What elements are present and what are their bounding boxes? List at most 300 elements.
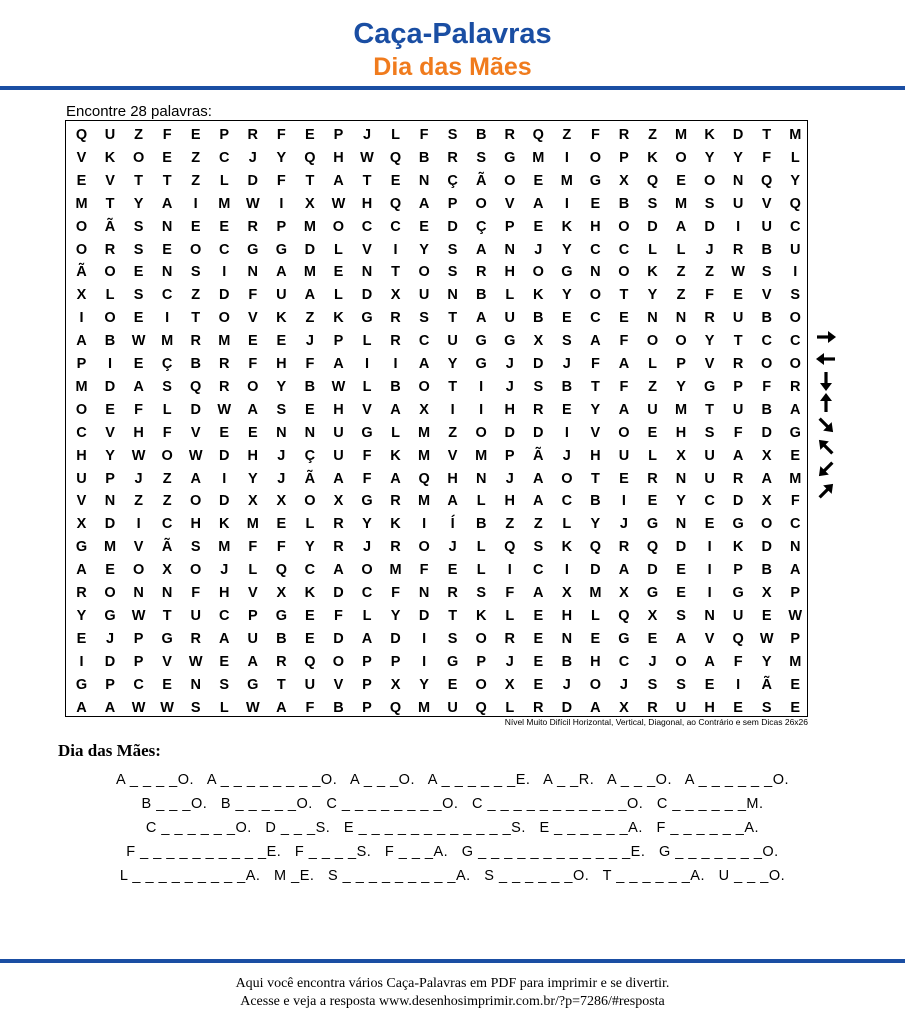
grid-letter: E [105,401,115,418]
grid-letter: P [333,333,344,350]
grid-letter: P [390,653,401,670]
grid-letter: I [564,424,569,441]
grid-letter: N [161,264,173,281]
grid-letter: N [790,539,801,556]
grid-letter: C [161,516,173,533]
grid-letter: F [276,539,286,556]
grid-letter: F [419,127,429,143]
grid-letter: C [161,287,173,304]
grid-letter: O [161,447,173,464]
grid-letter: H [333,149,344,166]
grid-letter: K [304,585,316,601]
grid-letter: M [246,516,259,533]
grid-letter: R [475,264,487,281]
grid-letter: Z [705,264,715,281]
grid-letter: B [390,378,401,395]
grid-letter: E [247,424,258,441]
grid-letter: R [76,585,87,601]
grid-letter: U [790,241,801,258]
grid-letter: Y [676,378,686,395]
grid-letter: O [589,287,602,304]
grid-letter: A [618,562,630,579]
grid-letter: F [276,127,286,143]
grid-letter: O [190,241,202,258]
grid-letter: V [761,195,772,212]
grid-letter: S [447,264,458,281]
grid-letter: X [247,493,258,510]
grid-letter: F [762,149,772,166]
grid-letter: S [419,310,429,327]
grid-letter: F [191,585,201,601]
grid-letter: E [276,333,287,350]
grid-letter: O [589,149,602,166]
grid-letter: O [132,562,145,579]
grid-letter: X [761,585,772,601]
grid-letter: H [590,447,601,464]
grid-letter: W [360,149,374,166]
grid-letter: V [362,241,372,258]
grid-letter: S [133,218,144,235]
grid-letter: M [560,172,573,189]
grid-letter: S [447,630,458,647]
grid-letter: F [248,356,258,372]
grid-letter: O [561,470,573,487]
grid-letter: E [305,127,315,143]
grid-letter: J [134,470,143,487]
grid-letter: E [733,287,743,304]
grid-letter: I [393,241,398,258]
grid-letter: B [618,195,630,212]
grid-letter: X [647,607,658,624]
grid-letter: G [618,630,630,647]
grid-letter: Q [504,539,516,556]
grid-letter: E [790,447,801,464]
grid-letter: V [162,653,172,670]
grid-letter: S [761,699,772,716]
grid-letter: U [276,287,287,304]
grid-letter: C [219,607,230,624]
grid-letter: T [191,310,201,327]
grid-letter: K [647,149,658,166]
grid-letter: U [304,676,316,693]
grid-letter: L [162,401,172,418]
grid-letter: U [647,401,658,418]
grid-letter: E [76,630,87,647]
grid-letter: E [590,195,601,212]
grid-letter: H [190,516,201,533]
grid-letter: C [361,218,373,235]
grid-letter: M [418,699,431,716]
grid-letter: V [590,424,601,441]
grid-letter: E [562,310,572,327]
grid-letter: C [390,218,401,235]
grid-letter: Z [305,310,315,327]
grid-letter: Ã [161,539,173,556]
grid-letter: E [276,516,287,533]
grid-letter: O [761,516,773,533]
grid-letter: Y [247,470,258,487]
grid-letter: Í [450,516,455,533]
grid-letter: O [475,676,487,693]
grid-letter: L [334,241,343,258]
grid-letter: D [104,653,116,670]
grid-letter: D [333,630,344,647]
grid-letter: T [276,676,286,693]
grid-letter: W [131,447,146,464]
grid-letter: L [648,241,657,258]
grid-letter: J [505,356,514,372]
grid-letter: H [561,607,573,624]
grid-letter: E [305,630,315,647]
grid-letter: H [504,264,515,281]
grid-letter: S [647,195,658,212]
grid-letter: K [533,287,544,304]
grid-letter: V [105,424,115,441]
grid-letter: Q [304,149,316,166]
grid-letter: A [133,378,144,395]
grid-letter: U [732,607,744,624]
grid-letter: F [334,607,343,624]
grid-letter: F [762,378,772,395]
grid-letter: F [391,585,400,601]
grid-letter: O [618,424,630,441]
grid-letter: S [761,264,772,281]
grid-letter: M [75,195,88,212]
grid-letter: S [704,195,715,212]
grid-letter: D [561,699,573,716]
grid-letter: O [703,172,716,189]
word-bank-line: L _ _ _ _ _ _ _ _ _A. M _E. S _ _ _ _ _ _ _ _ _A. S _ _ _ _ _ _O. T _ _ _ _ _ _A. U _ _ _O. [119,868,786,884]
grid-letter: L [391,424,400,441]
grid-letter: O [75,401,88,418]
grid-letter: N [161,585,173,601]
grid-letter: P [133,630,144,647]
grid-letter: W [188,447,203,464]
grid-letter: B [333,699,344,716]
grid-letter: K [390,516,401,533]
grid-letter: F [733,424,743,441]
grid-letter: Y [305,539,315,556]
grid-letter: X [76,516,87,533]
grid-letter: L [505,607,515,624]
grid-letter: I [79,310,84,327]
grid-letter: Z [676,264,686,281]
direction-arrows-legend [812,327,842,507]
grid-letter: P [333,127,344,143]
grid-letter: P [133,653,144,670]
grid-letter: B [561,653,573,670]
grid-letter: A [333,470,344,487]
grid-letter: S [790,287,801,304]
header-divider [0,86,905,90]
grid-letter: T [762,127,772,143]
grid-letter: A [304,287,316,304]
grid-letter: N [190,676,201,693]
grid-letter: P [733,378,743,395]
grid-letter: Z [648,127,657,143]
grid-letter: U [761,218,772,235]
grid-letter: Q [532,127,544,143]
grid-letter: U [333,424,344,441]
grid-letter: Q [389,699,402,716]
grid-letter: X [76,287,87,304]
grid-letter: N [161,218,173,235]
grid-letter: I [621,493,626,510]
grid-letter: O [475,424,487,441]
grid-letter: R [219,356,230,372]
grid-letter: E [533,172,544,189]
grid-letter: E [305,401,315,418]
grid-letter: W [788,607,803,624]
grid-letter: E [533,607,544,624]
grid-letter: A [76,333,87,350]
puzzle-instruction: Encontre 28 palavras: [66,103,212,120]
grid-letter: V [105,172,115,189]
grid-letter: O [190,562,202,579]
grid-letter: Y [733,149,743,166]
grid-letter: E [704,516,715,533]
grid-letter: B [761,401,772,418]
grid-letter: Ã [304,470,316,487]
grid-letter: Q [475,699,487,716]
grid-letter: D [590,562,601,579]
grid-letter: E [247,333,258,350]
grid-letter: E [590,630,601,647]
grid-letter: N [732,172,744,189]
grid-letter: D [504,424,515,441]
grid-letter: Y [276,149,287,166]
grid-letter: E [533,676,544,693]
grid-letter: T [590,470,600,487]
grid-letter: A [761,470,772,487]
grid-letter: R [618,539,630,556]
grid-letter: O [332,653,345,670]
grid-letter: S [162,378,172,395]
grid-letter: L [648,447,657,464]
grid-letter: O [646,333,659,350]
grid-letter: F [162,424,172,441]
grid-letter: A [361,630,373,647]
grid-letter: E [619,470,629,487]
grid-letter: E [733,699,743,716]
grid-letter: Ã [475,172,487,189]
grid-letter: J [106,630,115,647]
grid-letter: D [732,493,744,510]
grid-letter: T [391,264,400,281]
grid-letter: I [422,630,427,647]
grid-letter: M [675,401,688,418]
grid-letter: A [475,310,487,327]
grid-letter: V [504,195,515,212]
grid-letter: K [704,127,715,143]
grid-letter: A [76,699,87,716]
grid-letter: Q [646,172,659,189]
grid-letter: E [447,676,458,693]
grid-letter: O [247,378,259,395]
arrow-diagonal-down-left-icon [815,458,837,480]
grid-letter: R [790,378,801,395]
grid-letter: C [590,310,601,327]
grid-letter: Z [162,470,172,487]
grid-letter: Q [646,539,659,556]
grid-letter: U [190,607,201,624]
grid-letter: P [105,676,115,693]
grid-letter: J [562,356,571,372]
grid-letter: Y [676,493,686,510]
grid-letter: M [418,447,431,464]
grid-letter: H [247,447,259,464]
grid-letter: D [104,516,116,533]
grid-letter: Q [389,149,402,166]
grid-letter: I [422,653,427,670]
grid-letter: L [505,287,515,304]
grid-letter: M [75,378,88,395]
grid-letter: Y [562,241,572,258]
grid-letter: P [362,676,372,693]
grid-letter: M [789,127,802,143]
grid-letter: F [305,699,315,716]
word-bank-line: A _ _ _ _O. A _ _ _ _ _ _ _ _O. A _ _ _O. A _ _ _ _ _ _E. A _ _R. A _ _ _O. A _ _ _ _ _ _O. [115,772,790,788]
grid-letter: L [219,699,229,716]
grid-letter: N [418,585,430,601]
grid-letter: E [105,562,115,579]
grid-letter: U [247,630,259,647]
grid-letter: J [705,241,714,258]
grid-letter: V [704,630,715,647]
grid-letter: F [248,287,258,304]
grid-letter: Z [505,516,515,533]
grid-letter: E [647,493,658,510]
grid-letter: Q [304,653,316,670]
grid-letter: F [505,585,515,601]
grid-letter: F [305,356,315,372]
grid-letter: O [361,562,373,579]
grid-letter: Y [590,401,601,418]
grid-letter: Y [562,287,572,304]
grid-letter: O [75,241,88,258]
grid-letter: K [390,447,401,464]
grid-letter: U [447,333,458,350]
grid-letter: C [790,218,801,235]
grid-letter: C [561,493,573,510]
grid-letter: D [761,424,772,441]
grid-letter: L [305,516,315,533]
grid-letter: X [619,585,629,601]
grid-letter: U [732,401,744,418]
grid-letter: R [276,653,287,670]
grid-letter: T [362,172,372,189]
grid-letter: B [475,127,487,143]
grid-letter: A [276,699,287,716]
footer-link-text[interactable]: Acesse e veja a resposta www.desenhosimprimir.com.br/?p=7286/#resposta [240,994,665,1009]
grid-letter: Y [276,378,287,395]
grid-letter: K [732,539,744,556]
grid-letter: F [362,470,372,487]
grid-letter: O [418,264,430,281]
grid-letter: V [76,149,87,166]
grid-letter: U [704,447,715,464]
grid-letter: B [590,493,601,510]
grid-letter: P [76,356,87,372]
grid-letter: B [190,356,201,372]
grid-letter: X [504,676,515,693]
grid-letter: G [361,493,373,510]
grid-letter: Q [761,172,773,189]
grid-letter: D [418,607,430,624]
grid-letter: L [334,287,343,304]
grid-letter: D [219,493,230,510]
grid-letter: V [761,287,772,304]
grid-letter: T [105,195,115,212]
grid-letter: D [219,287,230,304]
grid-letter: G [104,607,116,624]
grid-letter: Z [191,149,201,166]
grid-letter: A [533,493,544,510]
grid-letter: U [447,699,458,716]
grid-letter: W [188,653,203,670]
grid-letter: Y [447,356,458,372]
grid-letter: C [790,516,801,533]
footer-divider [0,959,905,963]
grid-letter: A [219,630,230,647]
grid-letter: F [248,539,258,556]
grid-letter: Ã [104,218,116,235]
grid-letter: R [247,218,259,235]
grid-letter: Q [418,470,430,487]
grid-letter: M [218,539,231,556]
grid-letter: D [304,241,316,258]
grid-letter: Ç [447,172,458,189]
grid-letter: E [162,241,172,258]
grid-letter: N [361,264,373,281]
grid-letter: G [703,378,716,395]
grid-letter: W [131,607,146,624]
arrow-down-icon [820,372,832,391]
grid-letter: G [504,333,516,350]
grid-letter: J [248,149,257,166]
grid-letter: H [133,424,144,441]
grid-letter: A [533,195,544,212]
grid-letter: A [732,447,744,464]
word-search-grid [65,120,808,717]
grid-letter: I [393,356,398,372]
grid-letter: X [676,447,686,464]
grid-letter: O [475,630,487,647]
grid-letter: G [161,630,173,647]
grid-letter: Y [647,287,658,304]
grid-letter: D [761,539,772,556]
grid-letter: F [590,356,600,372]
arrow-right-icon [817,331,836,343]
grid-letter: M [675,195,688,212]
grid-letter: B [475,516,487,533]
grid-letter: A [104,699,116,716]
grid-letter: A [333,562,344,579]
grid-letter: C [618,241,630,258]
grid-letter: X [276,493,287,510]
grid-letter: L [362,378,372,395]
grid-letter: C [361,585,373,601]
grid-letter: K [647,264,658,281]
grid-letter: E [219,424,230,441]
grid-letter: A [76,562,87,579]
grid-letter: G [75,539,88,556]
grid-letter: W [331,378,346,395]
grid-letter: E [619,310,629,327]
grid-letter: W [217,401,232,418]
grid-letter: S [133,287,144,304]
grid-letter: Z [134,493,144,510]
